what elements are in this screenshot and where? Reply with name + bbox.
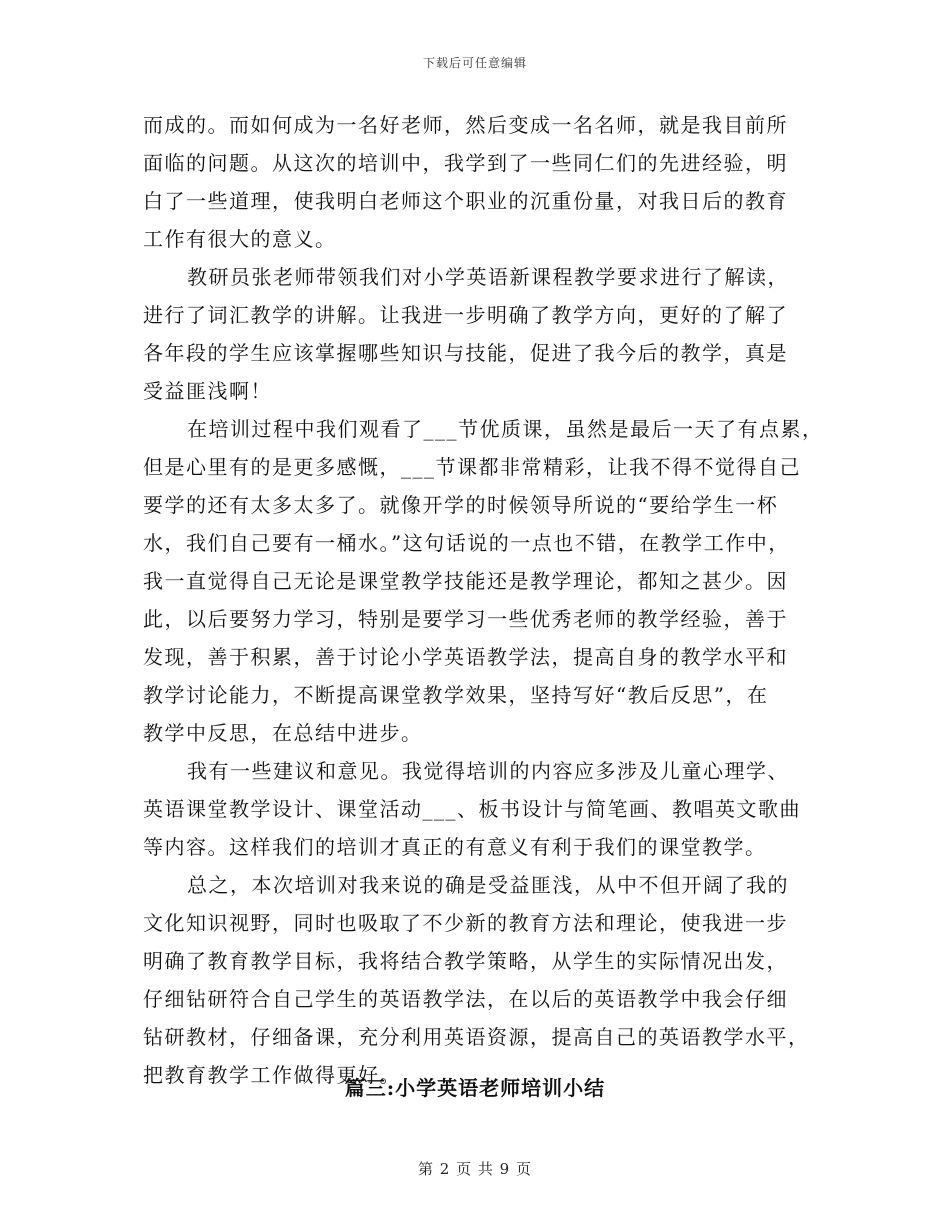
body-line: 文化知识视野，同时也吸取了不少新的教育方法和理论，使我进一步	[143, 911, 788, 935]
body-line: 仔细钻研符合自己学生的英语教学法，在以后的英语教学中我会仔细	[143, 987, 788, 1011]
body-line: 钻研教材，仔细备课，充分利用英语资源，提高自己的英语教学水平，	[143, 1025, 810, 1049]
paragraph-start-line: 教研员张老师带领我们对小学英语新课程教学要求进行了解读，	[187, 265, 789, 289]
body-line: 水，我们自己要有一桶水。”这句话说的一点也不错，在教学工作中，	[143, 531, 790, 555]
body-line: 但是心里有的是更多感慨，___节课都非常精彩，让我不得不觉得自己	[143, 455, 801, 479]
body-line: 面临的问题。从这次的培训中，我学到了一些同仁们的先进经验，明	[143, 151, 788, 175]
paragraph-start-line: 我有一些建议和意见。我觉得培训的内容应多涉及儿童心理学、	[187, 759, 789, 783]
body-line: 而成的。而如何成为一名好老师，然后变成一名名师，就是我目前所	[143, 113, 788, 137]
body-line: 英语课堂教学设计、课堂活动___、板书设计与简笔画、教唱英文歌曲	[143, 797, 801, 821]
body-line: 受益匪浅啊！	[143, 379, 272, 403]
paragraph-start-line: 总之，本次培训对我来说的确是受益匪浅，从中不但开阔了我的	[187, 873, 789, 897]
body-line: 等内容。这样我们的培训才真正的有意义有利于我们的课堂教学。	[143, 835, 767, 859]
body-line: 进行了词汇教学的讲解。让我进一步明确了教学方向，更好的了解了	[143, 303, 788, 327]
section-title: 篇三:小学英语老师培训小结	[344, 1076, 606, 1100]
body-line: 教学讨论能力，不断提高课堂教学效果，坚持写好“教后反思”，在	[143, 683, 769, 707]
body-line: 教学中反思，在总结中进步。	[143, 721, 423, 745]
body-line: 发现，善于积累，善于讨论小学英语教学法，提高自身的教学水平和	[143, 645, 788, 669]
header-note: 下载后可任意编辑	[422, 56, 527, 70]
page-number: 第 2 页 共 9 页	[418, 1160, 532, 1178]
document-body	[143, 106, 823, 1094]
paragraph-start-line: 在培训过程中我们观看了___节优质课，虽然是最后一天了有点累，	[187, 417, 824, 441]
body-line: 我一直觉得自己无论是课堂教学技能还是教学理论，都知之甚少。因	[143, 569, 788, 593]
body-line: 白了一些道理，使我明白老师这个职业的沉重份量，对我日后的教育	[143, 189, 788, 213]
body-line: 明确了教育教学目标，我将结合教学策略，从学生的实际情况出发，	[143, 949, 788, 973]
body-line: 各年段的学生应该掌握哪些知识与技能，促进了我今后的教学，真是	[143, 341, 788, 365]
body-line: 此，以后要努力学习，特别是要学习一些优秀老师的教学经验，善于	[143, 607, 788, 631]
body-line: 把教育教学工作做得更好。	[143, 1063, 401, 1087]
body-line: 要学的还有太多太多了。就像开学的时候领导所说的“要给学生一杯	[143, 493, 779, 517]
body-line: 工作有很大的意义。	[143, 227, 337, 251]
